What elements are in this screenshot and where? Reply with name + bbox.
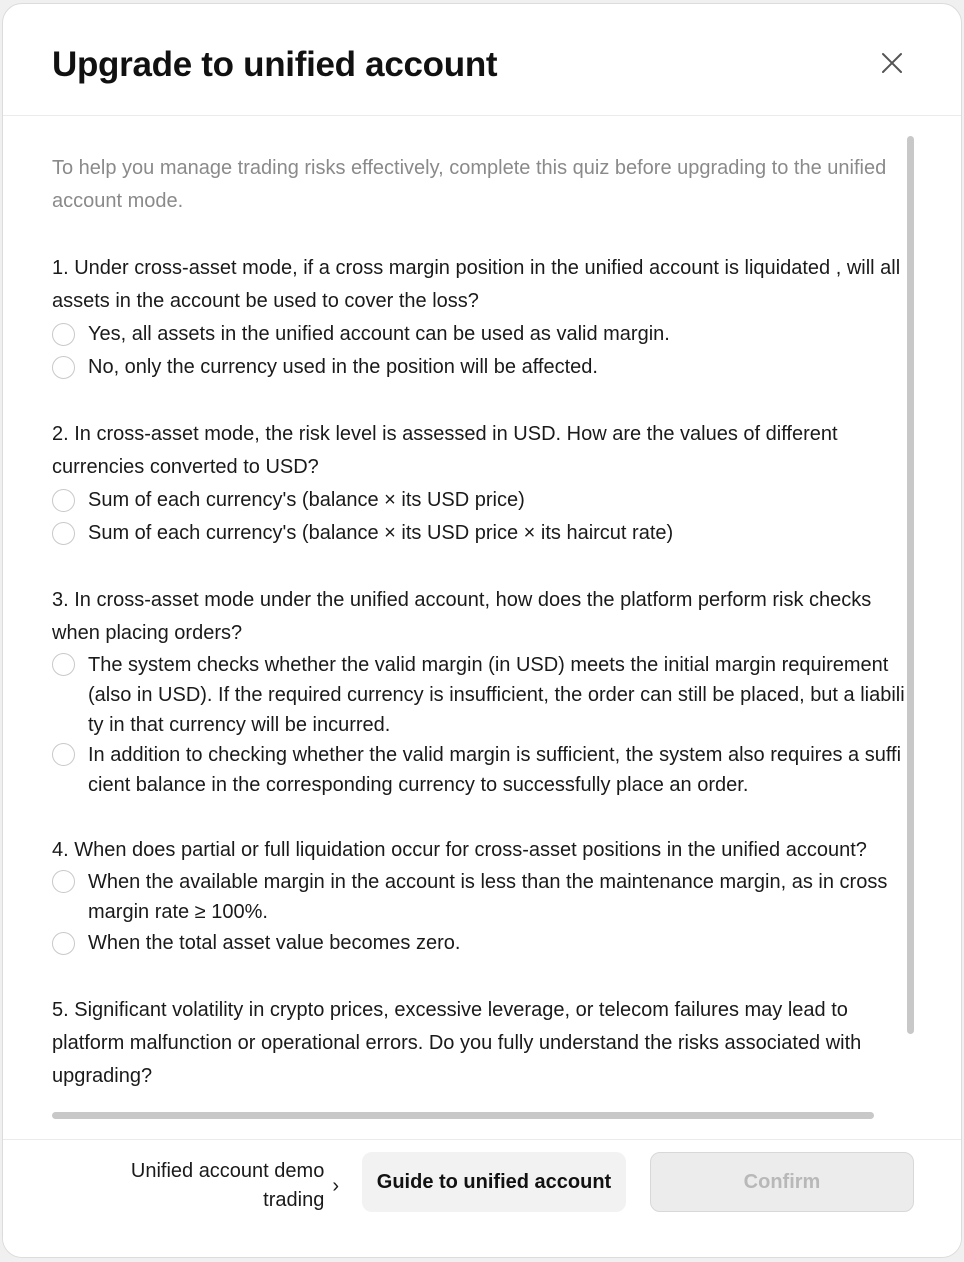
confirm-button[interactable]: Confirm [650, 1152, 914, 1212]
question-text: 4. When does partial or full liquidation occur for cross-asset positions in the unified account? [52, 839, 867, 861]
question-text: 1. Under cross-asset mode, if a cross margin position in the unified account is liquidated , will all assets in the account be used to cover the loss? [52, 257, 901, 312]
quiz-body[interactable] [3, 116, 961, 1140]
radio-button[interactable] [52, 522, 75, 545]
question-4 [52, 834, 909, 960]
demo-trading-link[interactable] [99, 1156, 339, 1216]
radio-button[interactable] [52, 743, 75, 766]
question-text: 5. Significant volatility in crypto prices, excessive leverage, or telecom failures may lead to platform malfunction or operational errors. Do you fully understand the risks associated with upgrading? [52, 999, 862, 1087]
option-label: The system checks whether the valid margin (in USD) meets the initial margin requirement (also in USD). If the required currency is insufficient, the order can still be placed, but a liability in that currency will be incurred. [88, 654, 905, 736]
question-5 [52, 994, 909, 1093]
demo-trading-label: Unified account demo trading [130, 1160, 325, 1211]
radio-button[interactable] [52, 932, 75, 955]
option-label: No, only the currency used in the position will be affected. [88, 356, 598, 378]
question-3-option-2[interactable] [52, 740, 909, 800]
close-button[interactable] [878, 49, 906, 77]
question-text: 3. In cross-asset mode under the unified account, how does the platform perform risk checks when placing orders? [52, 589, 872, 644]
option-label: Sum of each currency's (balance × its USD price) [88, 489, 525, 511]
question-3 [52, 584, 909, 800]
option-label: Sum of each currency's (balance × its USD price × its haircut rate) [88, 522, 674, 544]
question-text: 2. In cross-asset mode, the risk level is assessed in USD. How are the values of different currencies converted to USD? [52, 423, 838, 478]
question-2-option-1[interactable] [52, 484, 909, 517]
question-4-option-2[interactable] [52, 927, 909, 960]
guide-button[interactable]: Guide to unified account [362, 1152, 626, 1212]
modal-footer [3, 1139, 961, 1258]
chevron-right-icon: › [332, 1174, 339, 1197]
question-1-option-1[interactable] [52, 318, 909, 351]
option-label: When the available margin in the account is less than the maintenance margin, as in cross margin rate ≥ 100%. [88, 871, 888, 923]
question-1 [52, 252, 909, 384]
radio-button[interactable] [52, 356, 75, 379]
radio-button[interactable] [52, 870, 75, 893]
radio-button[interactable] [52, 653, 75, 676]
close-icon [878, 49, 906, 77]
option-label: Yes, all assets in the unified account can be used as valid margin. [88, 323, 670, 345]
quiz-content [52, 152, 909, 1127]
modal-header [3, 4, 961, 116]
question-2 [52, 418, 909, 550]
question-4-option-1[interactable] [52, 867, 909, 927]
quiz-intro: To help you manage trading risks effectively, complete this quiz before upgrading to the unified account mode. [52, 157, 887, 212]
question-3-option-1[interactable] [52, 650, 909, 740]
horizontal-scrollbar[interactable] [52, 1112, 874, 1119]
radio-button[interactable] [52, 323, 75, 346]
modal-title: Upgrade to unified account [52, 45, 498, 84]
question-1-option-2[interactable] [52, 351, 909, 384]
vertical-scrollbar[interactable] [907, 136, 914, 1034]
option-label: In addition to checking whether the valid margin is sufficient, the system also requires a sufficient balance in the corresponding currency to successfully place an order. [88, 744, 902, 796]
upgrade-modal [2, 3, 962, 1258]
question-2-option-2[interactable] [52, 517, 909, 550]
option-label: When the total asset value becomes zero. [88, 932, 461, 954]
radio-button[interactable] [52, 489, 75, 512]
